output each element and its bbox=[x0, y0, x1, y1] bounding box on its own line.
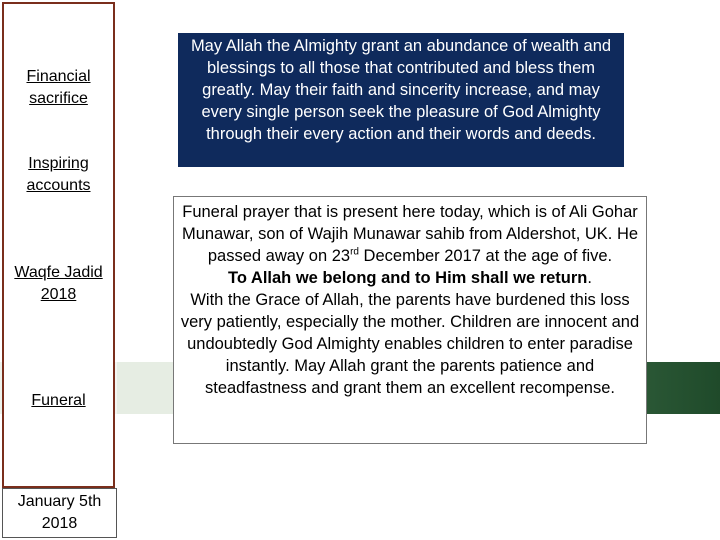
sidebar-nav bbox=[2, 2, 115, 488]
funeral-bold-after: . bbox=[587, 269, 592, 287]
funeral-intro: Funeral prayer that is present here today, which is of Ali Gohar Munawar, son of Wajih Munawar sahib from Aldershot, UK. He passed away on 23 bbox=[181, 203, 639, 265]
date-line-1: January 5th bbox=[17, 493, 102, 510]
prayer-box bbox=[178, 33, 624, 167]
funeral-bold-line: To Allah we belong and to Him shall we return bbox=[228, 269, 588, 287]
funeral-ordinal: rd bbox=[350, 246, 359, 258]
prayer-text: May Allah the Almighty grant an abundance of wealth and blessings to all those that contributed and bless them greatly. May their faith and sincerity increase, and may every single person seek the pleasure of God Almighty through their every action and their words and deeds. bbox=[190, 37, 612, 143]
sidebar-item-inspiring-accounts[interactable]: Inspiring accounts bbox=[26, 155, 91, 194]
date-box bbox=[2, 488, 117, 538]
funeral-body: With the Grace of Allah, the parents have burdened this loss very patiently, especially the mother. Children are innocent and undoubtedly God Almighty enables children to enter paradise instantly. May Allah grant the parents patience and steadfastness and grant them an excellent recompense. bbox=[180, 291, 640, 397]
sidebar-item-waqfe-jadid[interactable]: Waqfe Jadid 2018 bbox=[14, 264, 103, 303]
funeral-intro-end: December 2017 at the age of five. bbox=[358, 247, 613, 265]
sidebar-item-funeral[interactable]: Funeral bbox=[31, 392, 86, 409]
date-line-2: 2018 bbox=[41, 515, 78, 532]
sidebar-item-financial-sacrifice[interactable]: Financial sacrifice bbox=[26, 68, 91, 107]
background-band-left bbox=[117, 362, 175, 414]
funeral-box bbox=[173, 196, 647, 444]
